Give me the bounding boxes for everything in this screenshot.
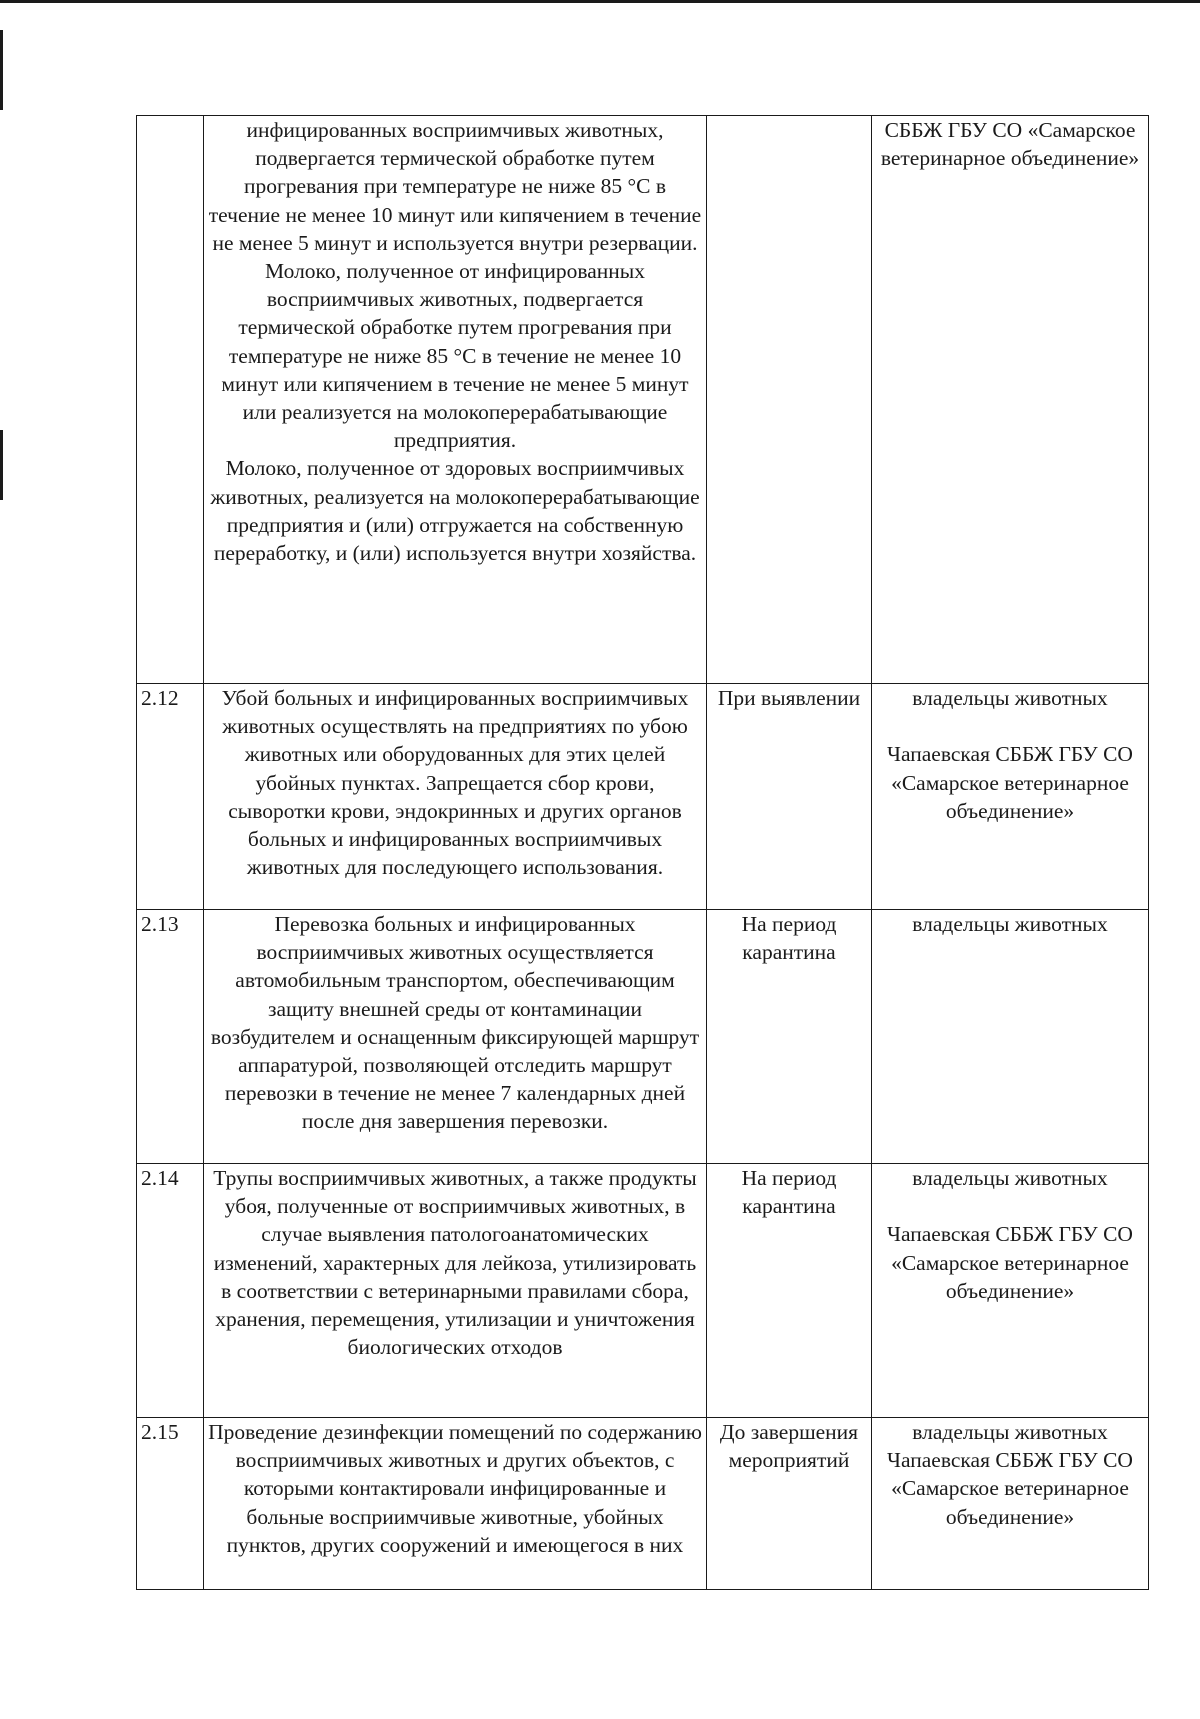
measures-table [136, 115, 1149, 1590]
table-row [137, 1164, 1149, 1418]
row-number: 2.12 [137, 684, 204, 910]
measure-text: Перевозка больных и инфицированных восприимчивых животных осуществляется автомобильным транспортом, обеспечивающим защиту внешней среды от контаминации возбудителем и оснащенным фиксирующей маршрут аппаратурой, позволяющей отследить маршрут перевозки в течение не менее 7 календарных дней после дня завершения перевозки. [204, 910, 707, 1164]
scan-mark-left-lower [0, 430, 3, 500]
page-top-border [0, 0, 1200, 3]
table-row [137, 910, 1149, 1164]
term-cell: На период карантина [707, 910, 872, 1164]
row-number: 2.14 [137, 1164, 204, 1418]
term-cell: При выявлении [707, 684, 872, 910]
responsible-cell: владельцы животных [872, 910, 1149, 1164]
responsible-cell: владельцы животных Чапаевская СББЖ ГБУ СО «Самарское ветеринарное объединение» [872, 1418, 1149, 1590]
measure-text: Проведение дезинфекции помещений по содержанию восприимчивых животных и других объектов, с которыми контактировали инфицированные и больные восприимчивые животные, убойных пунктов, других сооружений и имеющегося в них [204, 1418, 707, 1590]
responsible-cell: СББЖ ГБУ СО «Самарское ветеринарное объединение» [872, 116, 1149, 684]
measure-text: Трупы восприимчивых животных, а также продукты убоя, полученные от восприимчивых животных, в случае выявления патологоанатомических изменений, характерных для лейкоза, утилизировать в соответствии с ветеринарными правилами сбора, хранения, перемещения, утилизации и уничтожения биологических отходов [204, 1164, 707, 1418]
term-cell [707, 116, 872, 684]
term-cell: На период карантина [707, 1164, 872, 1418]
scan-mark-left [0, 30, 3, 110]
table-row [137, 684, 1149, 910]
responsible-cell: владельцы животных Чапаевская СББЖ ГБУ СО «Самарское ветеринарное объединение» [872, 684, 1149, 910]
table-row [137, 116, 1149, 684]
row-number [137, 116, 204, 684]
responsible-cell: владельцы животных Чапаевская СББЖ ГБУ СО «Самарское ветеринарное объединение» [872, 1164, 1149, 1418]
measure-text: Убой больных и инфицированных восприимчивых животных осуществлять на предприятиях по убою животных или оборудованных для этих целей убойных пунктах. Запрещается сбор крови, сыворотки крови, эндокринных и других органов больных и инфицированных восприимчивых животных для последующего использования. [204, 684, 707, 910]
measure-text: инфицированных восприимчивых животных, подвергается термической обработке путем прогревания при температуре не ниже 85 °С в течение не менее 10 минут или кипячением в течение не менее 5 минут и используется внутри резервации. Молоко, полученное от инфицированных восприимчивых животных, подвергается термической обработке путем прогревания при температуре не ниже 85 °С в течение не менее 10 минут или кипячением в течение не менее 5 минут или реализуется на молокоперерабатывающие предприятия. Молоко, полученное от здоровых восприимчивых животных, реализуется на молокоперерабатывающие предприятия и (или) отгружается на собственную переработку, и (или) используется внутри хозяйства. [204, 116, 707, 684]
table-row [137, 1418, 1149, 1590]
row-number: 2.15 [137, 1418, 204, 1590]
term-cell: До завершения мероприятий [707, 1418, 872, 1590]
row-number: 2.13 [137, 910, 204, 1164]
